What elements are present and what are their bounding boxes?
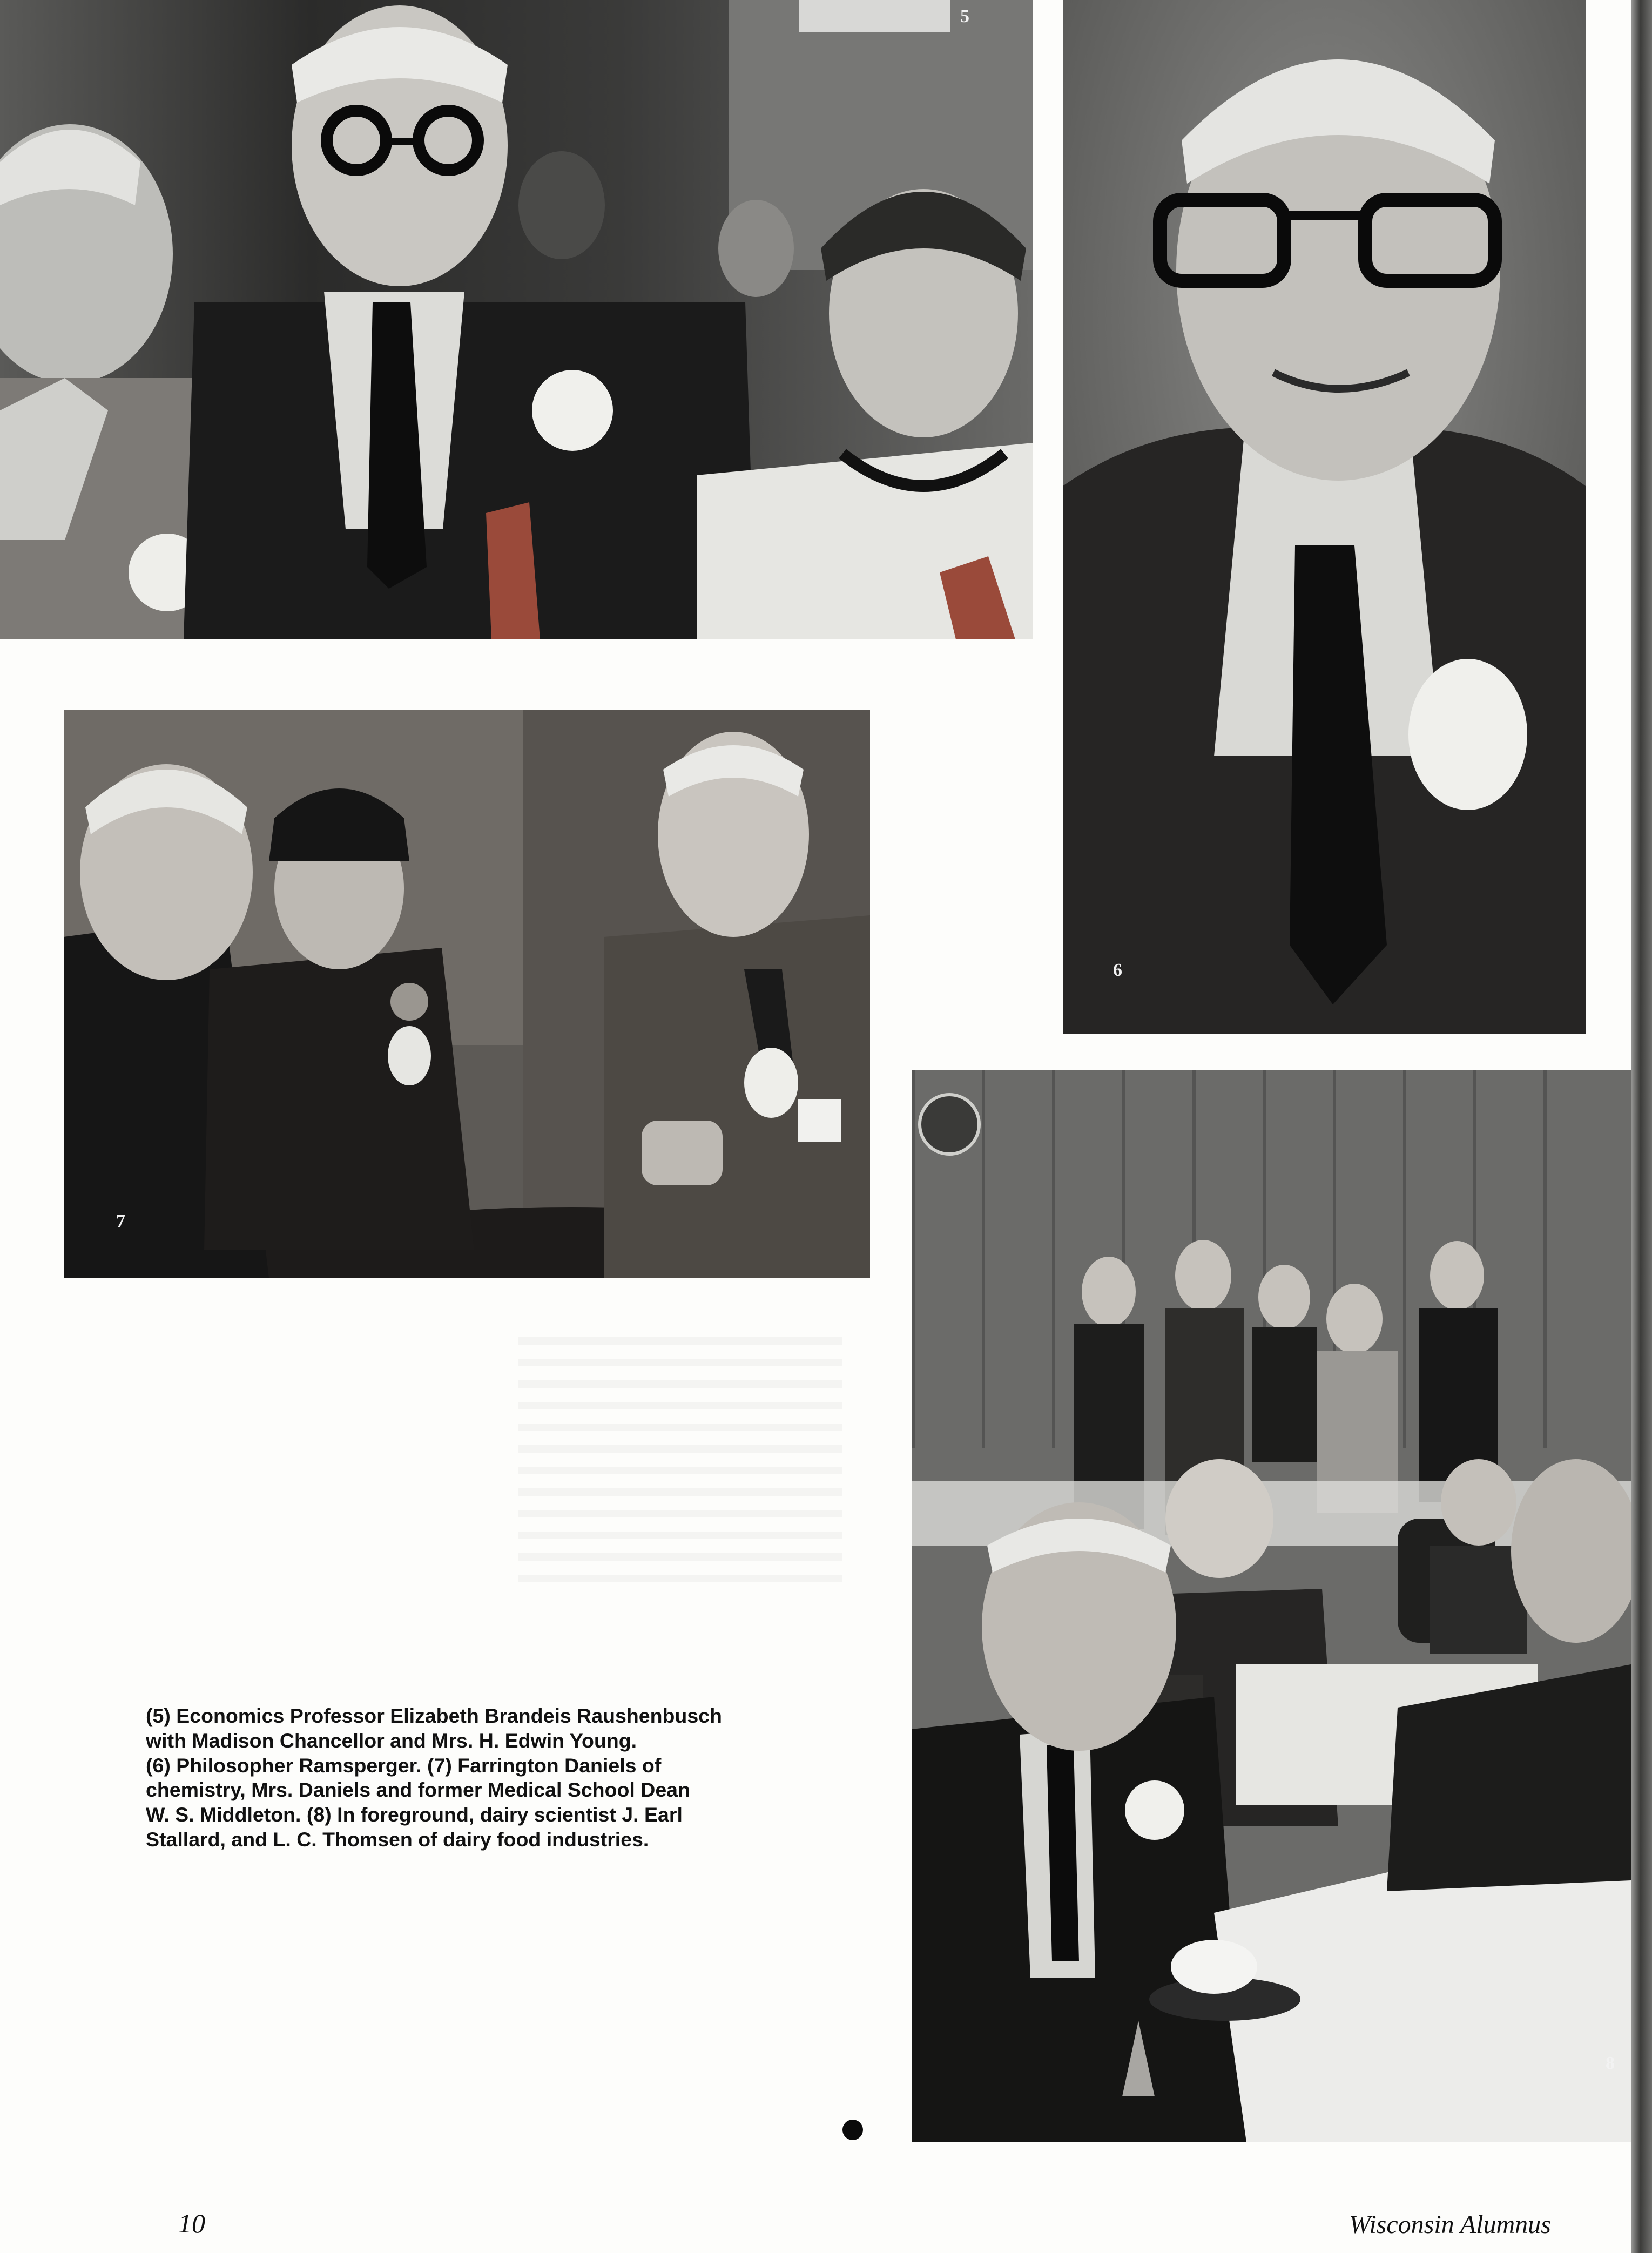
- photo-5-number: 5: [960, 6, 969, 26]
- caption-line-3: (6) Philosopher Ramsperger. (7) Farrington Daniels of: [146, 1753, 662, 1777]
- photo-7-conversation: [64, 710, 870, 1278]
- photo-5-image: [0, 0, 1033, 639]
- caption-line-1: (5) Economics Professor Elizabeth Brandeis Raushenbusch: [146, 1704, 722, 1727]
- caption-line-4: chemistry, Mrs. Daniels and former Medical School Dean: [146, 1778, 690, 1802]
- caption-line-6: Stallard, and L. C. Thomsen of dairy food industries.: [146, 1827, 649, 1851]
- photo-8-luncheon: [912, 1070, 1631, 2142]
- photo-7-image: [64, 710, 870, 1278]
- page-number: 10: [178, 2208, 205, 2238]
- caption-line-5: W. S. Middleton. (8) In foreground, dairy scientist J. Earl: [146, 1803, 683, 1826]
- photo-8-image: [912, 1070, 1631, 2142]
- page-edge-shadow: [1631, 0, 1652, 2253]
- caption-line-2: with Madison Chancellor and Mrs. H. Edwin Young.: [146, 1729, 637, 1752]
- photo-6-image: [1063, 0, 1586, 1034]
- show-through-text: [518, 1323, 842, 1582]
- photo-5-reception-group: [0, 0, 1033, 639]
- photo-caption: [146, 1704, 821, 1852]
- photo-7-number: 7: [116, 1211, 125, 1231]
- photo-6-number: 6: [1113, 960, 1122, 980]
- bullet-dot: [842, 2120, 863, 2140]
- photo-8-number: 8: [1606, 2053, 1615, 2073]
- publication-name: Wisconsin Alumnus: [1349, 2210, 1551, 2239]
- photo-6-portrait: [1063, 0, 1586, 1034]
